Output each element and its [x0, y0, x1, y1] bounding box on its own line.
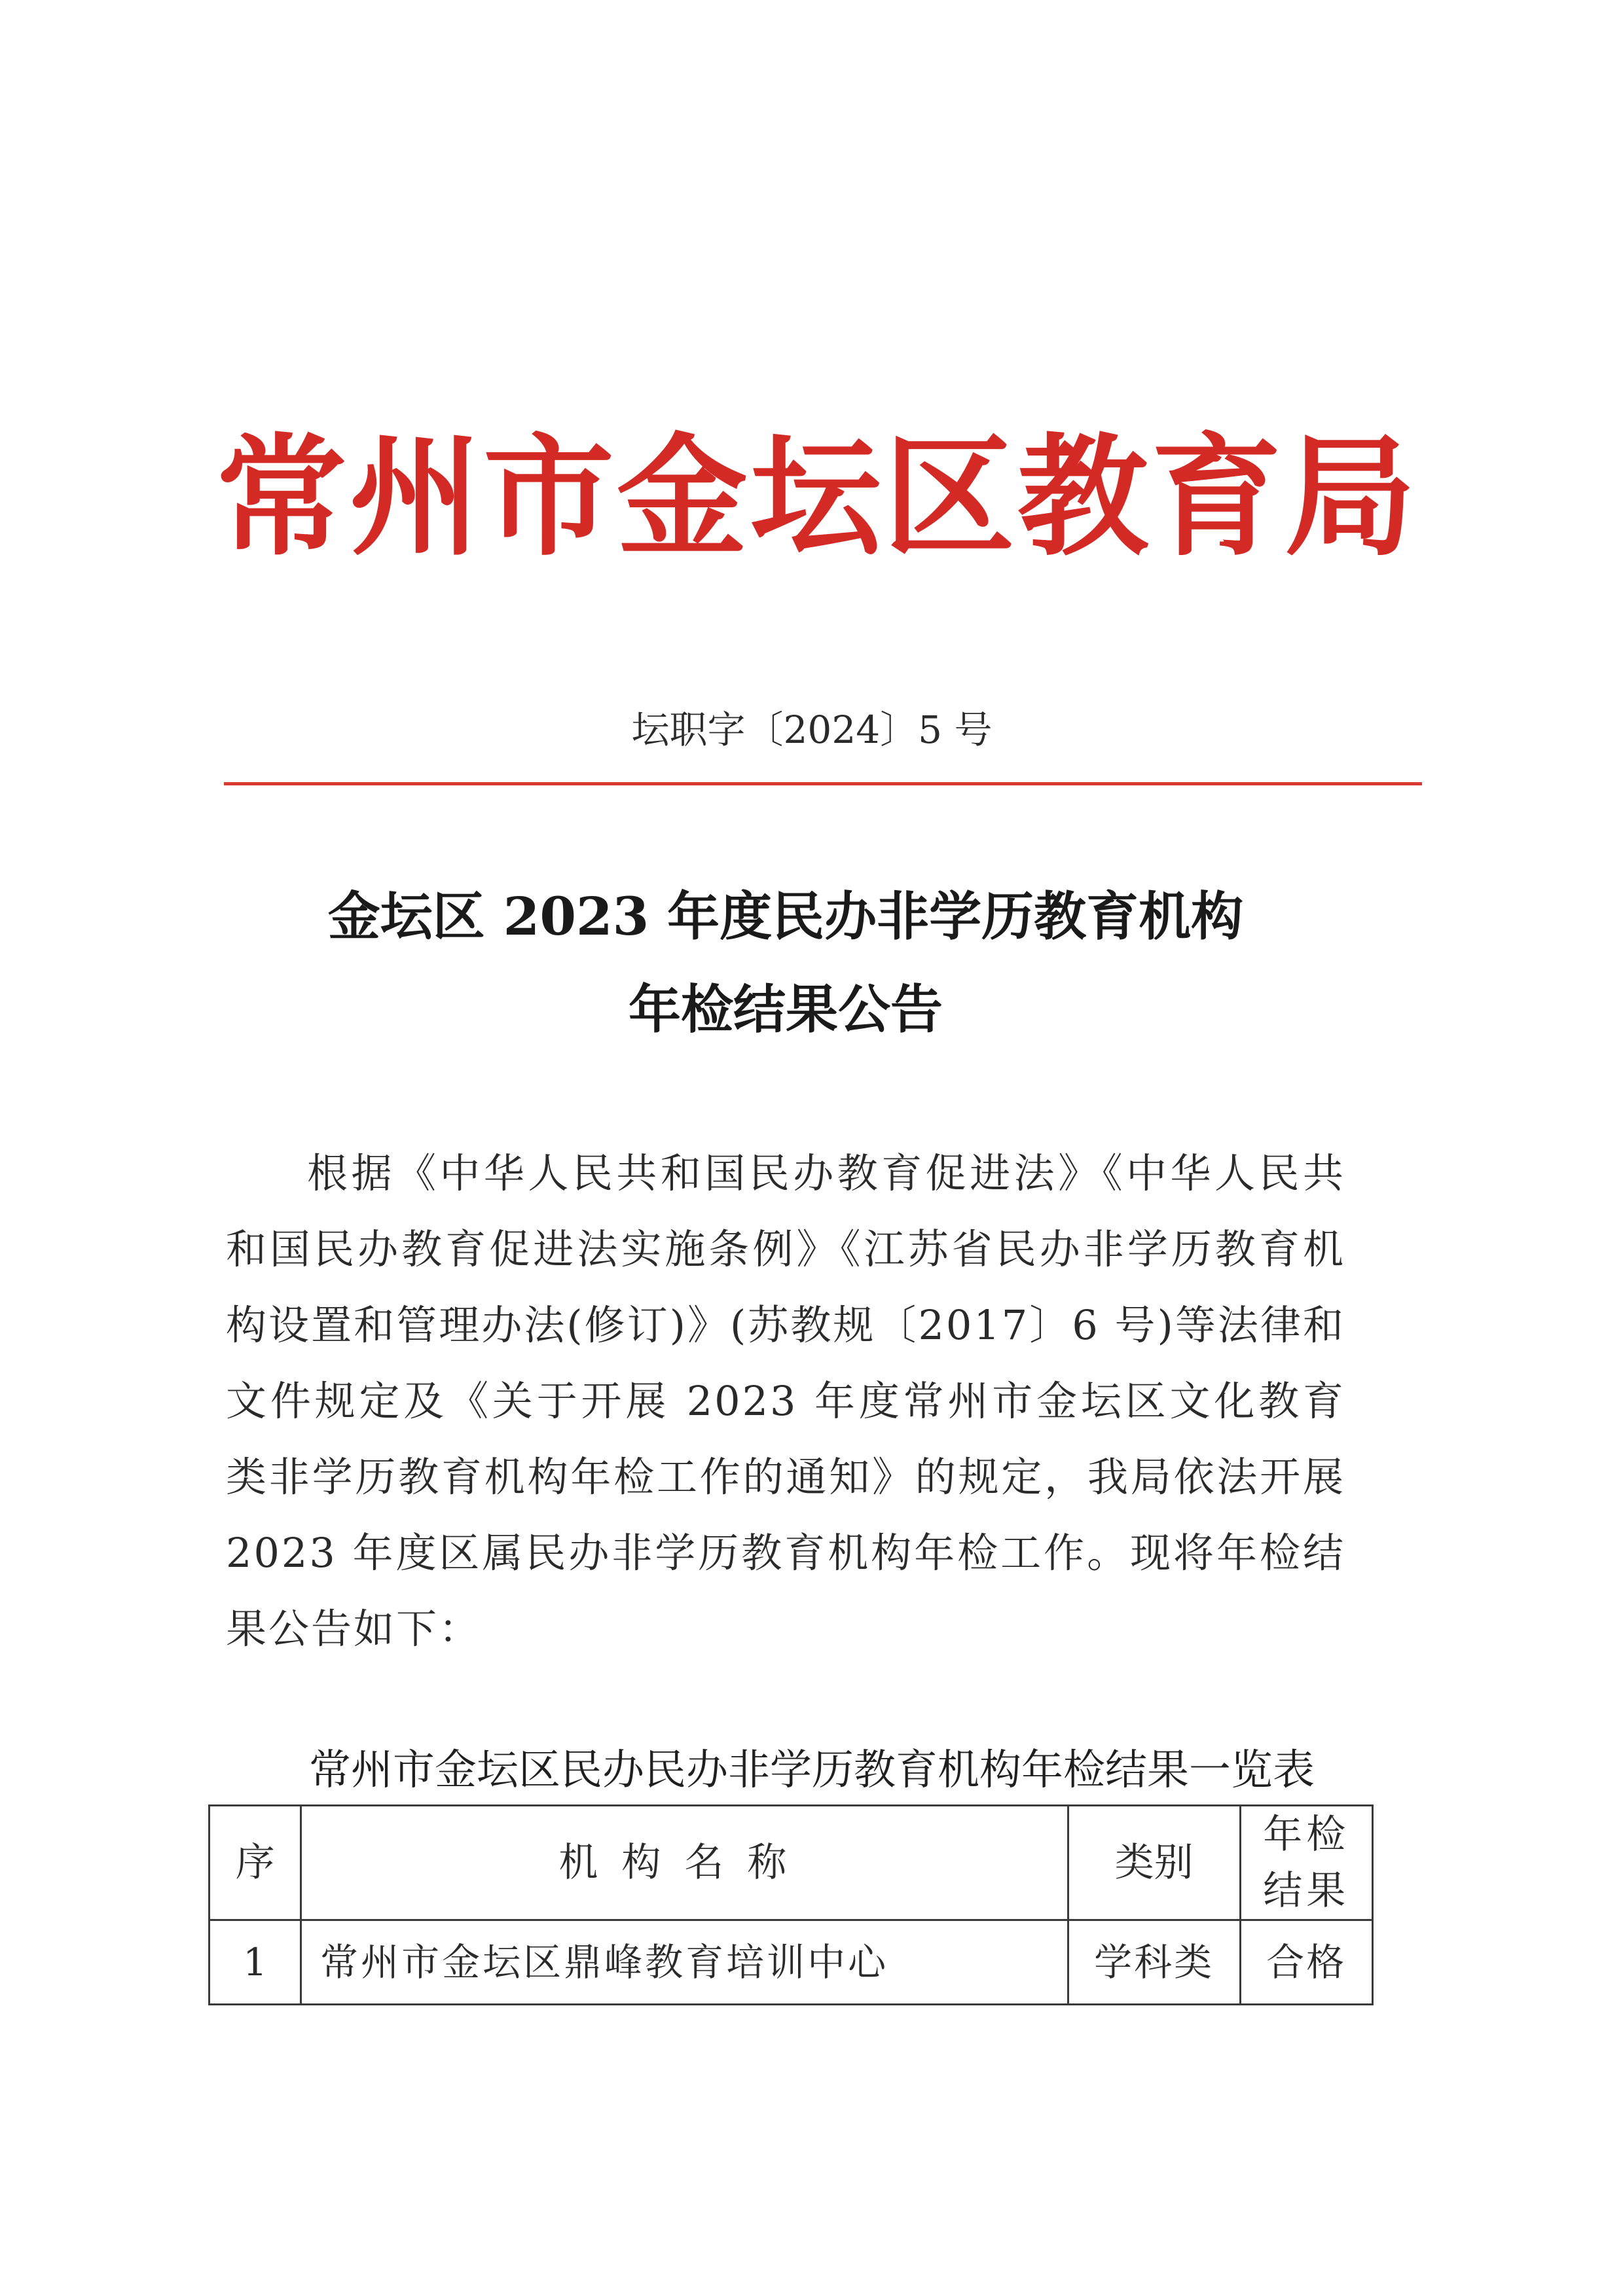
header-category: 类别 [1068, 1806, 1240, 1920]
row-institution-name: 常州市金坛区鼎峰教育培训中心 [301, 1920, 1068, 2005]
header-result-cell [1240, 1806, 1372, 1920]
inspection-results-table [208, 1804, 1374, 2005]
header-institution-name: 机构名称 [301, 1806, 1068, 1920]
header-seq: 序 [210, 1806, 301, 1920]
table-header-row [210, 1806, 1373, 1920]
notice-title-line-1: 金坛区 2023 年度民办非学历教育机构 [327, 886, 1244, 947]
header-result: 年检结果 [1263, 1812, 1350, 1914]
table-caption: 常州市金坛区民办民办非学历教育机构年检结果一览表 [309, 1746, 1315, 1795]
issuer-masthead: 常州市金坛区教育局 [216, 420, 1419, 574]
row-result: 合格 [1240, 1920, 1372, 2005]
notice-title-line-2: 年检结果公告 [629, 978, 943, 1040]
document-number: 坛职字〔2024〕5 号 [631, 708, 993, 752]
red-divider-line [224, 782, 1422, 785]
table-row [210, 1920, 1373, 2005]
row-seq: 1 [210, 1920, 301, 2005]
notice-body-paragraph: 根据《中华人民共和国民办教育促进法》《中华人民共和国民办教育促进法实施条例》《江苏省民办非学历教育机构设置和管理办法(修订)》(苏教规〔2017〕6 号)等法律和文件规定及《关于开展 2023 年度常州市金坛区文化教育类非学历教育机构年检工作的通知》的规定，我局依法开展 2023 年度区属民办非学历教育机构年检工作。现将年检结果公告如下： [226, 1149, 1345, 1653]
row-category: 学科类 [1068, 1920, 1240, 2005]
